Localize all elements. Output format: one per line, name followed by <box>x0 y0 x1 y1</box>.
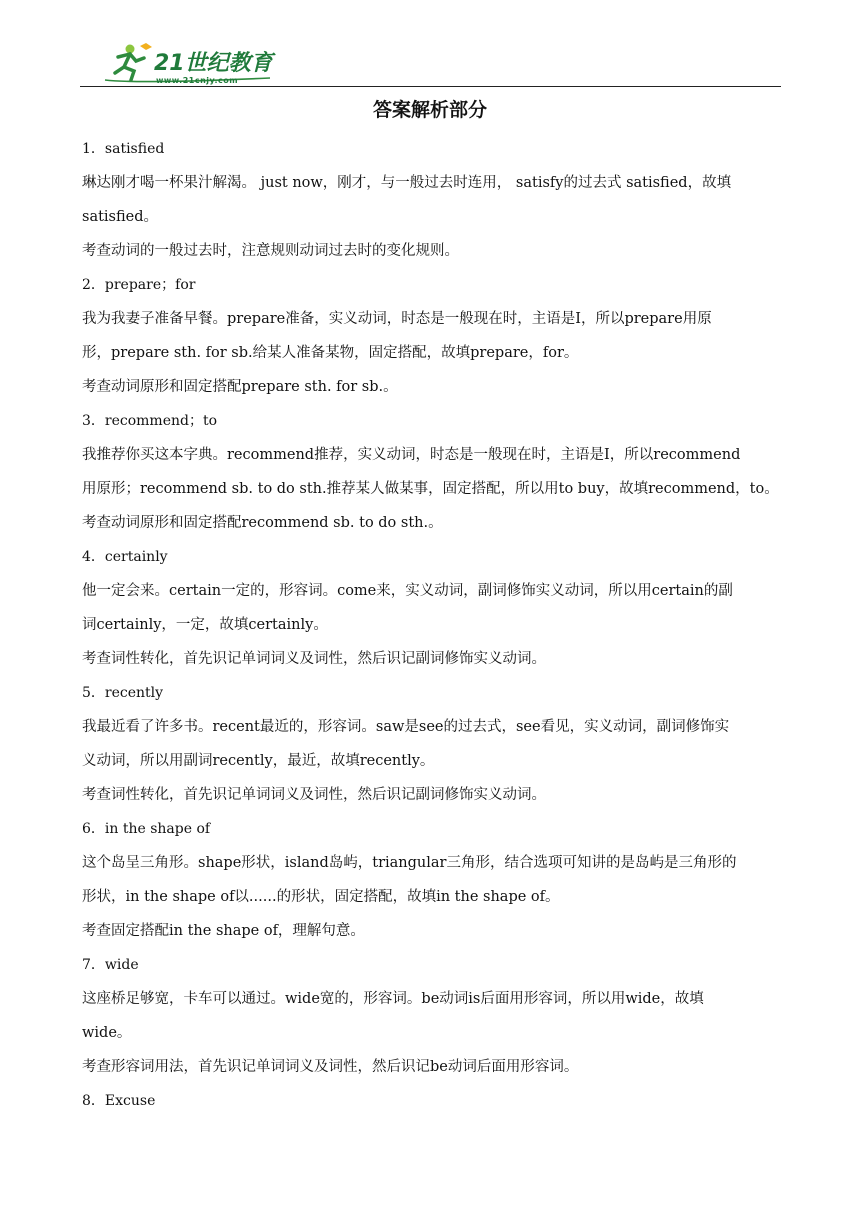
answer-7: 7．wide <box>82 957 139 973</box>
answer-item-7 <box>82 953 779 1089</box>
note-2: 考查动词原形和固定搭配prepare sth. for sb.。 <box>82 379 398 395</box>
explanation-7-line-1: 这座桥足够宽，卡车可以通过。wide宽的，形容词。be动词is后面用形容词，所以用wide，故填 <box>82 991 704 1007</box>
answer-5: 5．recently <box>82 685 164 701</box>
header-rule <box>80 86 781 87</box>
explanation-1-line-2: satisfied。 <box>82 209 159 225</box>
answer-list <box>82 137 779 1123</box>
answer-1: 1．satisfied <box>82 141 165 157</box>
logo-url: www.21cnjy.com <box>156 76 239 85</box>
answer-item-3 <box>82 409 779 545</box>
answer-4: 4．certainly <box>82 549 168 565</box>
logo-text: 21世纪教育 <box>154 51 273 76</box>
answer-item-1 <box>82 137 779 273</box>
21cnjy-logo <box>100 40 280 86</box>
answer-3: 3．recommend；to <box>82 413 218 429</box>
answer-8: 8．Excuse <box>82 1093 156 1109</box>
explanation-7-line-2: wide。 <box>82 1025 132 1041</box>
note-5: 考查词性转化，首先识记单词词义及词性，然后识记副词修饰实义动词。 <box>82 787 546 803</box>
explanation-4-line-2: 词certainly，一定，故填certainly。 <box>82 617 328 633</box>
explanation-2-line-1: 我为我妻子准备早餐。prepare准备，实义动词，时态是一般现在时，主语是I，所以prepare用原 <box>82 311 712 327</box>
answer-item-6 <box>82 817 779 953</box>
note-3: 考查动词原形和固定搭配recommend sb. to do sth.。 <box>82 515 443 531</box>
answer-6: 6．in the shape of <box>82 821 211 837</box>
explanation-4-line-1: 他一定会来。certain一定的，形容词。come来，实义动词，副词修饰实义动词，所以用certain的副 <box>82 583 733 599</box>
explanation-3-line-1: 我推荐你买这本字典。recommend推荐，实义动词，时态是一般现在时，主语是I，所以recommend <box>82 447 741 463</box>
note-6: 考查固定搭配in the shape of，理解句意。 <box>82 923 365 939</box>
answer-item-2 <box>82 273 779 409</box>
explanation-1-line-1: 琳达刚才喝一杯果汁解渴。 just now，刚才，与一般过去时连用， satisfy的过去式 satisfied，故填 <box>82 175 732 191</box>
explanation-3-line-2: 用原形；recommend sb. to do sth.推荐某人做某事，固定搭配，所以用to buy，故填recommend，to。 <box>82 481 779 497</box>
answer-item-4 <box>82 545 779 681</box>
note-7: 考查形容词用法，首先识记单词词义及词性，然后识记be动词后面用形容词。 <box>82 1059 579 1075</box>
page-title: 答案解析部分 <box>372 99 487 121</box>
explanation-6-line-2: 形状，in the shape of以......的形状，固定搭配，故填in the shape of。 <box>82 889 560 905</box>
explanation-2-line-2: 形，prepare sth. for sb.给某人准备某物，固定搭配，故填prepare，for。 <box>82 345 579 361</box>
explanation-5-line-2: 义动词，所以用副词recently，最近，故填recently。 <box>82 753 435 769</box>
answer-item-8 <box>82 1089 779 1123</box>
answer-2: 2．prepare；for <box>82 277 196 293</box>
note-4: 考查词性转化，首先识记单词词义及词性，然后识记副词修饰实义动词。 <box>82 651 546 667</box>
page-header <box>0 0 860 92</box>
explanation-5-line-1: 我最近看了许多书。recent最近的，形容词。saw是see的过去式，see看见，实义动词，副词修饰实 <box>82 719 730 735</box>
note-1: 考查动词的一般过去时，注意规则动词过去时的变化规则。 <box>82 243 459 259</box>
explanation-6-line-1: 这个岛呈三角形。shape形状，island岛屿，triangular三角形，结合选项可知讲的是岛屿是三角形的 <box>82 855 737 871</box>
answer-item-5 <box>82 681 779 817</box>
